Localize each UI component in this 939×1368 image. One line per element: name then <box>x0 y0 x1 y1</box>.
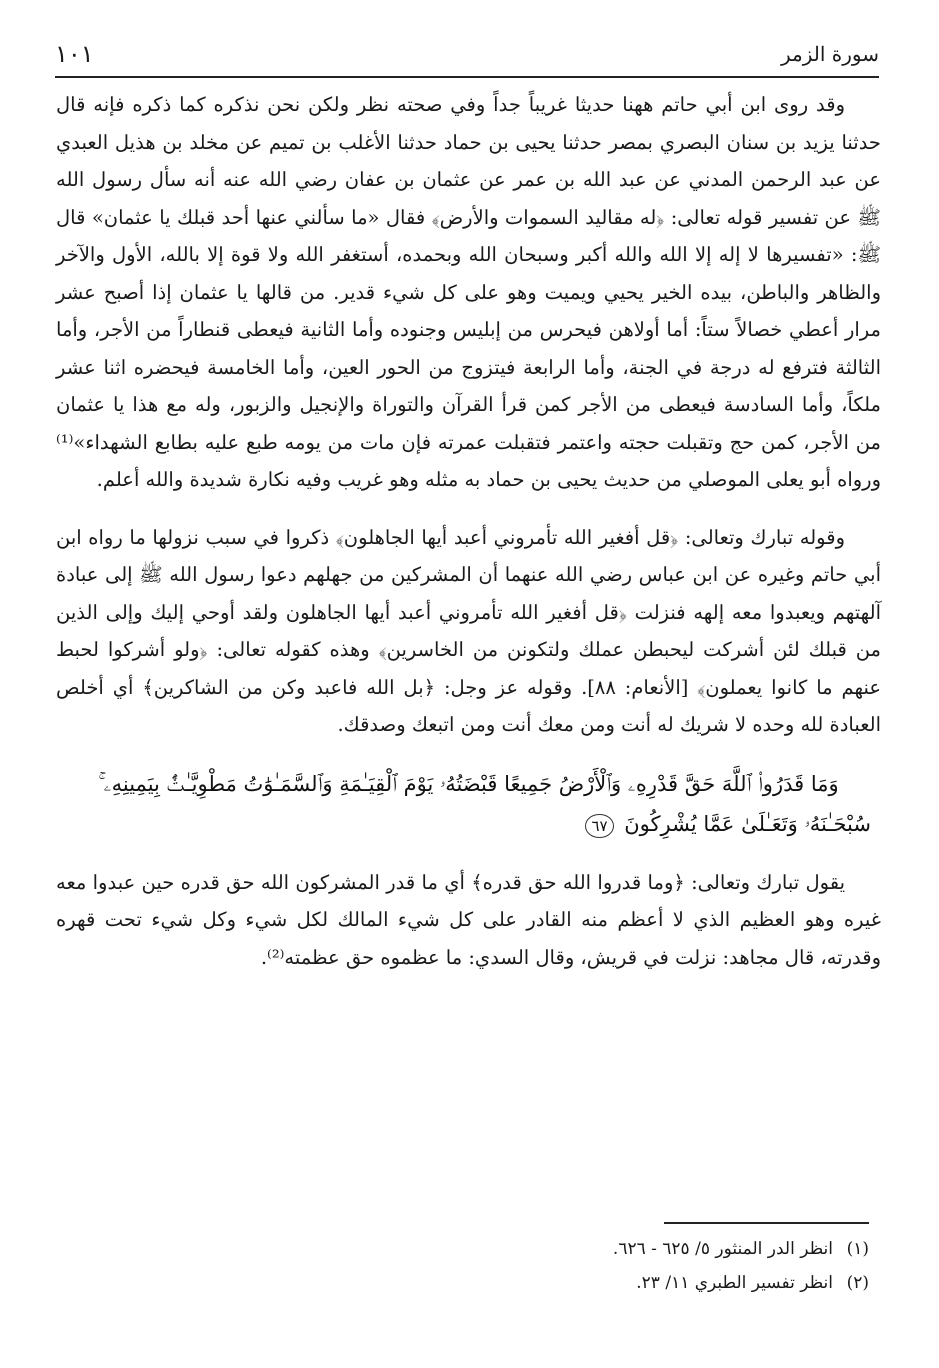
header-divider <box>55 76 879 78</box>
footnote-number: (٢) <box>846 1272 869 1293</box>
footnote-text: انظر تفسير الطبري ١١/ ٢٣. <box>636 1272 833 1293</box>
paragraph-tafsir: يقول تبارك وتعالى: ﴿وما قدروا الله حق قدره﴾ أي ما قدر المشركون الله حق قدره حين عبدوا معه غيره وهو العظيم الذي لا أعظم منه القادر على كل شيء المالك لكل شيء وكل شيء تحت قهره وقدرته، قال مجاهد: نزلت في قريش، وقال السدي: ما عظموه حق عظمته⁽²⁾. <box>56 870 881 969</box>
surah-title: سورة الزمر <box>780 42 879 66</box>
verse-number: ٦٧ <box>585 814 613 838</box>
footnotes <box>56 1222 869 1300</box>
footnote-number: (١) <box>846 1238 869 1259</box>
verse-text: وَمَا قَدَرُوا۟ ٱللَّهَ حَقَّ قَدْرِهِۦ وَٱلْأَرْضُ جَمِيعًا قَبْضَتُهُۥ يَوْمَ ٱلْقِيَـٰمَةِ وَٱلسَّمَـٰوَٰتُ مَطْوِيَّـٰتٌۢ بِيَمِينِهِۦ ۚ سُبْحَـٰنَهُۥ وَتَعَـٰلَىٰ عَمَّا يُشْرِكُونَ <box>98 771 871 836</box>
page-header <box>55 38 879 78</box>
paragraph-spacer <box>56 844 881 864</box>
footnote-divider <box>664 1222 869 1224</box>
footnote-text: انظر الدر المنثور ٥/ ٦٢٥ - ٦٢٦. <box>612 1238 833 1259</box>
main-text <box>56 86 881 976</box>
paragraph-hadith: وقد روى ابن أبي حاتم ههنا حديثا غريباً جداً وفي صحته نظر ولكن نحن نذكره كما ذكره فإنه قال حدثنا يزيد بن سنان البصري بمصر حدثنا يحيى بن حماد حدثنا الأغلب بن تميم عن مخلد بن هذيل العبدي عن عبد الرحمن المدني عن عبد الله بن عمر عن عثمان بن عفان رضي الله عنه أنه سأل رسول الله ﷺ عن تفسير قوله تعالى: ﴿له مقاليد السموات والأرض﴾ فقال «ما سألني عنها أحد قبلك يا عثمان» قال ﷺ: «تفسيرها لا إله إلا الله والله أكبر وسبحان الله وبحمده، أستغفر الله ولا قوة إلا بالله، الأول والآخر والظاهر والباطن، بيده الخير يحيي ويميت وهو على كل شيء قدير. من قالها يا عثمان إذا أصبح عشر مرار أعطي خصالاً ستاً: أما أولاهن فيحرس من إبليس وجنوده وأما الثانية فيعطى قنطاراً من الأجر، وأما الثالثة فترفع له درجة في الجنة، وأما الرابعة فيتزوج من الحور العين، وأما الخامسة فيحضره اثنا عشر ملكاً، وأما السادسة فيعطى من الأجر كمن قرأ القرآن والتوراة والإنجيل والزبور، وله مع هذا يا عثمان من الأجر، كمن حج وتقبلت حجته واعتمر فتقبلت عمرته فإن مات من يومه طبع عليه بطابع الشهداء»⁽¹⁾ ورواه أبو يعلى الموصلي من حديث يحيى بن حماد به مثله وهو غريب وفيه نكارة شديدة والله أعلم. <box>56 93 881 491</box>
quran-verse <box>66 764 871 844</box>
paragraph-spacer <box>56 499 881 519</box>
footnote-item <box>56 1266 869 1300</box>
page-number: ١٠١ <box>55 40 94 68</box>
footnote-item <box>56 1232 869 1266</box>
paragraph-asbab-nuzul: وقوله تبارك وتعالى: ﴿قل أفغير الله تأمروني أعبد أيها الجاهلون﴾ ذكروا في سبب نزولها ما رواه ابن أبي حاتم وغيره عن ابن عباس رضي الله عنهما أن المشركين من جهلهم دعوا رسول الله ﷺ إلى عبادة آلهتهم ويعبدوا معه إلهه فنزلت ﴿قل أفغير الله تأمروني أعبد أيها الجاهلون ولقد أوحي إليك وإلى الذين من قبلك لئن أشركت ليحبطن عملك ولتكونن من الخاسرين﴾ وهذه كقوله تعالى: ﴿ولو أشركوا لحبط عنهم ما كانوا يعملون﴾ [الأنعام: ٨٨]. وقوله عز وجل: ﴿بل الله فاعبد وكن من الشاكرين﴾ أي أخلص العبادة لله وحده لا شريك له أنت ومن معك أنت ومن اتبعك وصدقك. <box>56 525 881 736</box>
